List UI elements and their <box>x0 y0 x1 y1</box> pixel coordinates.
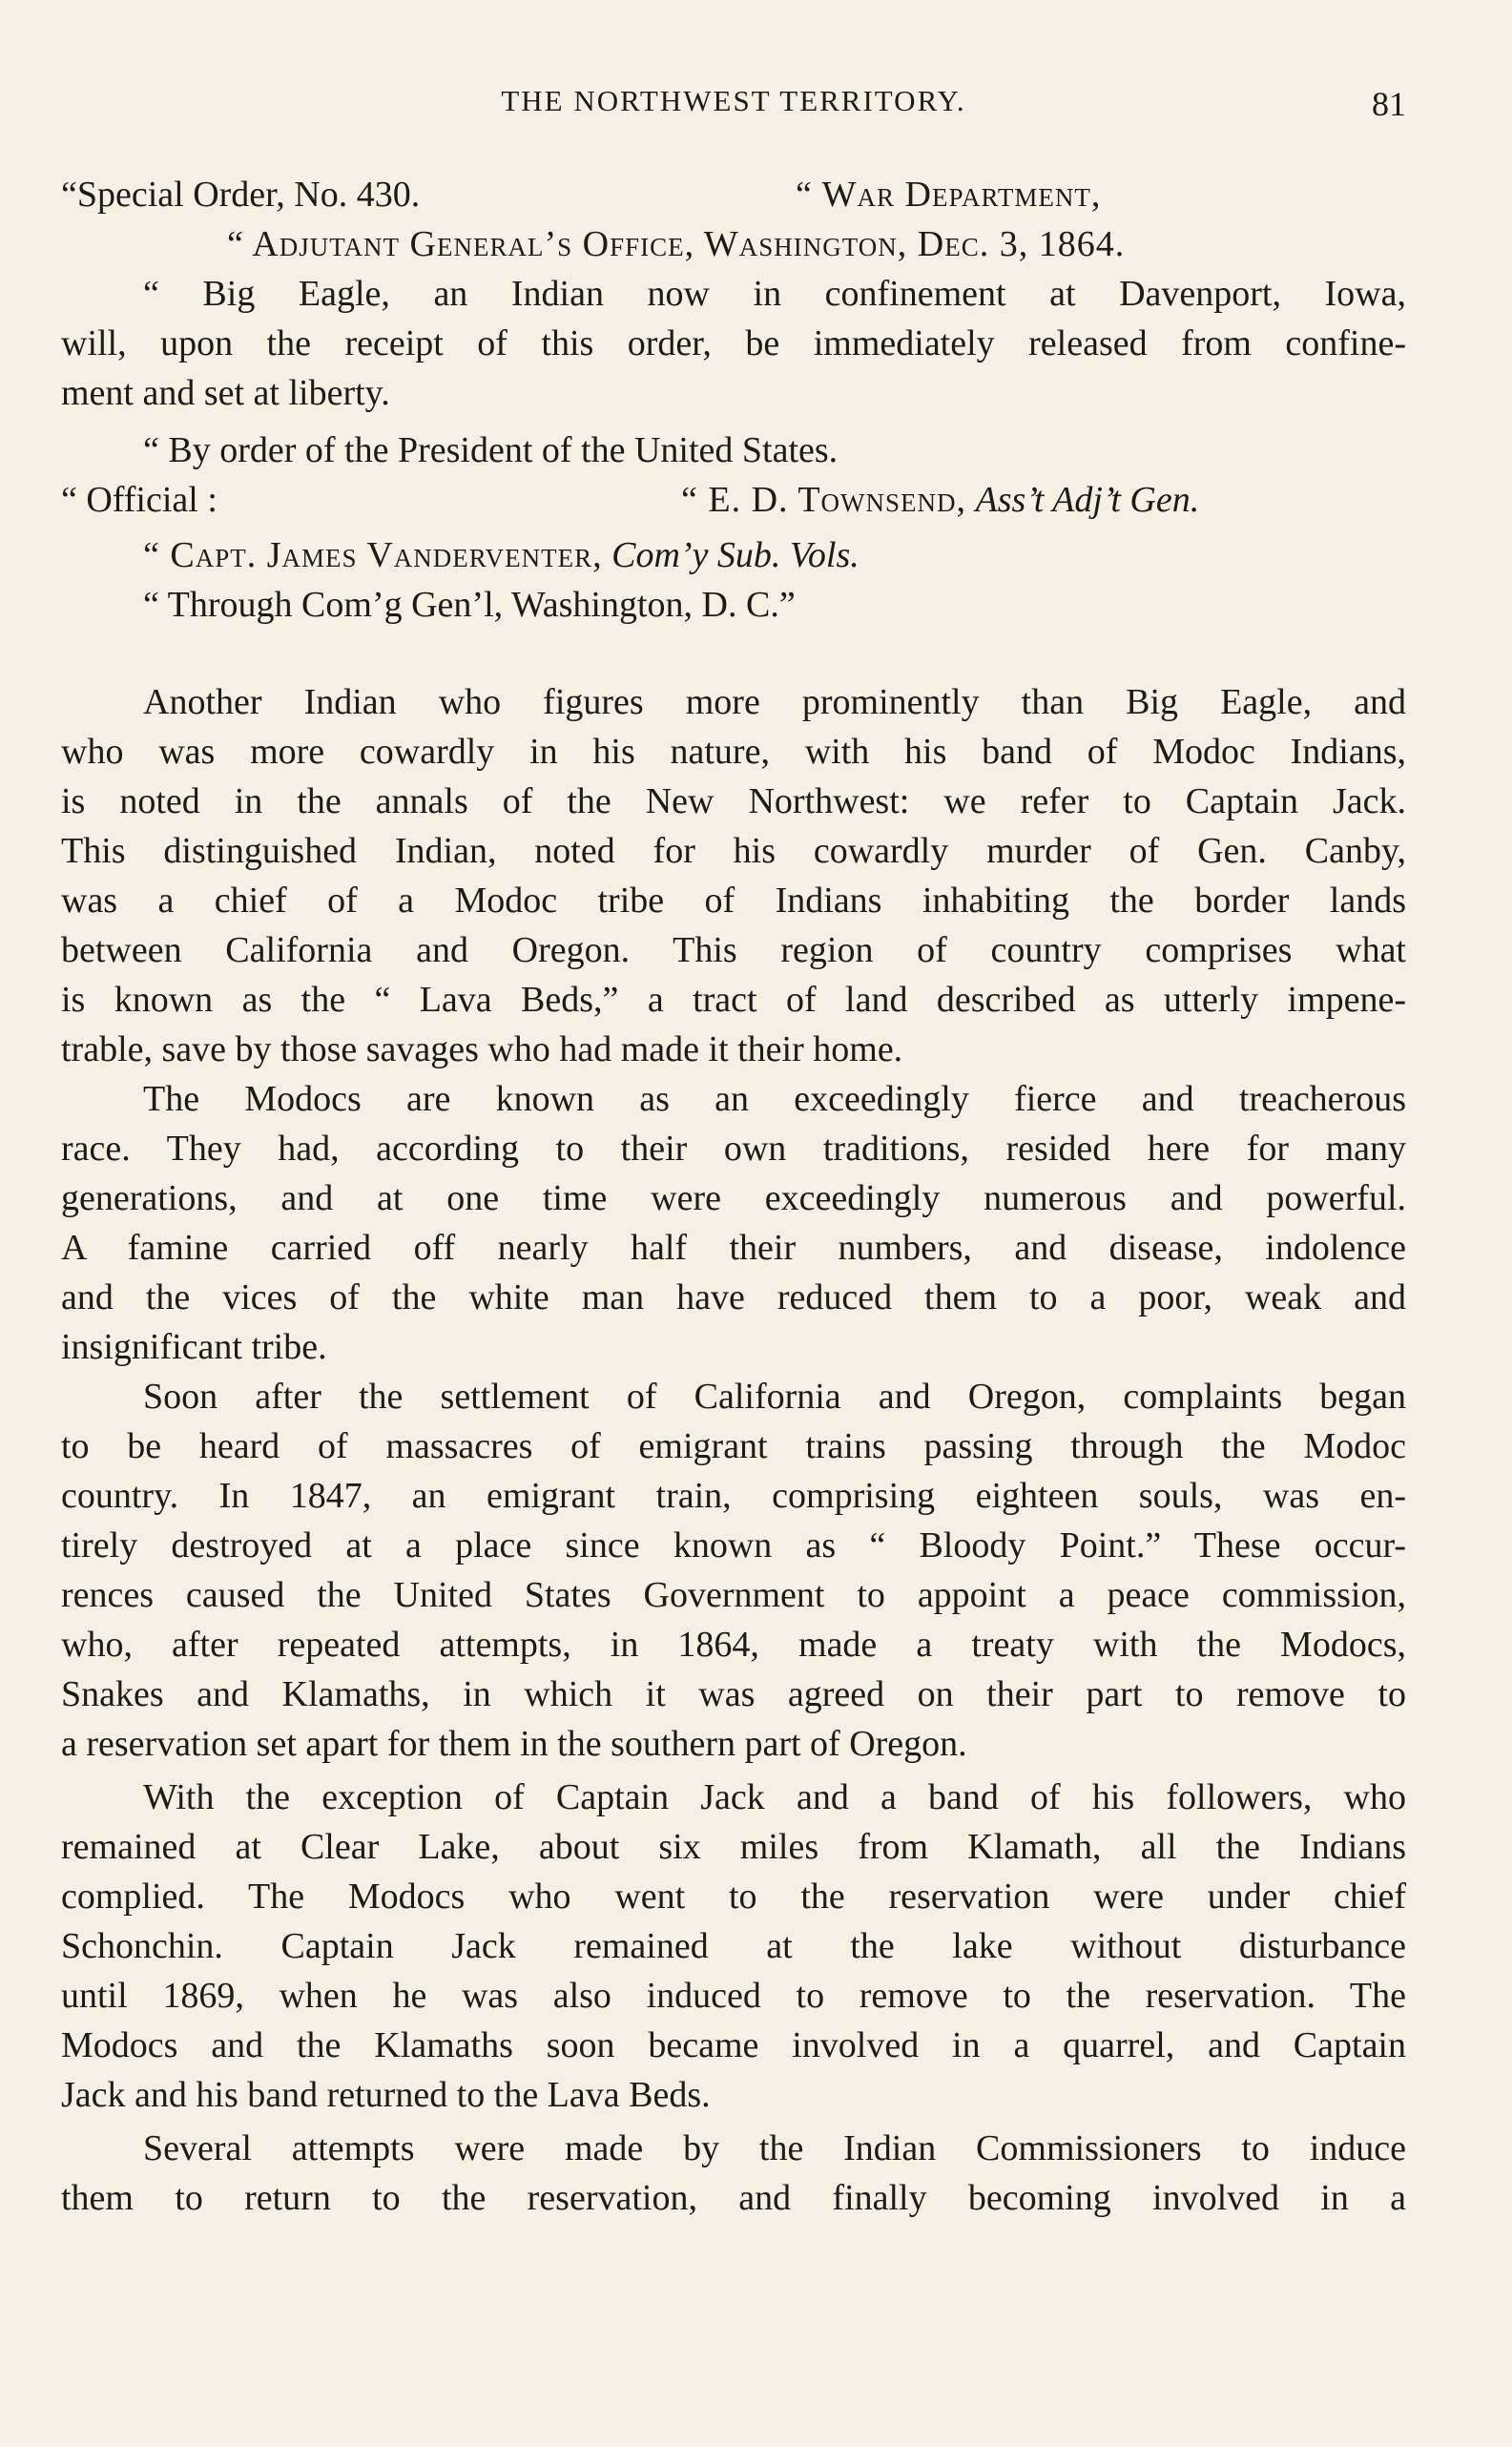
order-official-line <box>61 475 1406 525</box>
paragraph-1-line-8: trable, save by those savages who had made it their home. <box>61 1029 903 1069</box>
order-body-line-3: ment and set at liberty. <box>61 373 390 413</box>
order-signature <box>681 475 1199 525</box>
paragraph-4-line-6: Modocs and the Klamaths soon became involved in a quarrel, and Captain <box>61 2025 1406 2065</box>
paragraph-1-line-2: who was more cowardly in his nature, with his band of Modoc Indians, <box>61 732 1406 772</box>
paragraph-1-line-6: between California and Oregon. This region of country comprises what <box>61 930 1406 970</box>
order-heading-line <box>61 170 1406 219</box>
order-by-order: “ By order of the President of the United States. <box>143 430 839 470</box>
paragraph-3-line-2: to be heard of massacres of emigrant trains passing through the Modoc <box>61 1426 1406 1466</box>
paragraph-4-line-5: until 1869, when he was also induced to remove to the reservation. The <box>61 1976 1406 2016</box>
paragraph-3-line-6: who, after repeated attempts, in 1864, made a treaty with the Modocs, <box>61 1625 1406 1665</box>
paragraph-3-line-4: tirely destroyed at a place since known as “ Bloody Point.” These occur- <box>61 1525 1406 1566</box>
order-number: “Special Order, No. 430. <box>61 175 421 215</box>
order-department: “ War Department, <box>796 175 1102 215</box>
paragraph-4-line-4: Schonchin. Captain Jack remained at the lake without disturbance <box>61 1926 1406 1966</box>
paragraph-2-line-2: race. They had, according to their own traditions, resided here for many <box>61 1129 1406 1169</box>
running-head-title: THE NORTHWEST TERRITORY. <box>501 84 966 117</box>
paragraph-3-line-7: Snakes and Klamaths, in which it was agreed on their part to remove to <box>61 1674 1406 1714</box>
order-recipient-line <box>143 530 1406 580</box>
paragraph-3-line-8: a reservation set apart for them in the southern part of Oregon. <box>61 1724 967 1764</box>
paragraph-5-line-2: them to return to the reservation, and finally becoming involved in a <box>61 2178 1406 2218</box>
paragraph-3-line-3: country. In 1847, an emigrant train, comprising eighteen souls, was en- <box>61 1476 1406 1516</box>
paragraph-2-line-1: The Modocs are known as an exceedingly fierce and treacherous <box>143 1079 1406 1119</box>
paragraph-4-line-7: Jack and his band returned to the Lava Beds. <box>61 2075 711 2115</box>
order-office-line: “ Adjutant General’s Office, Washington, Dec. 3, 1864. <box>227 224 1126 264</box>
paragraph-2-line-3: generations, and at one time were exceedingly numerous and powerful. <box>61 1178 1406 1218</box>
paragraph-1-line-4: This distinguished Indian, noted for his cowardly murder of Gen. Canby, <box>61 831 1406 871</box>
paragraph-5-line-1: Several attempts were made by the Indian Commissioners to induce <box>143 2128 1406 2168</box>
paragraph-1-line-1: Another Indian who figures more prominently than Big Eagle, and <box>143 682 1406 722</box>
paragraph-1-line-5: was a chief of a Modoc tribe of Indians inhabiting the border lands <box>61 881 1406 921</box>
paragraph-3-line-5: rences caused the United States Government to appoint a peace commission, <box>61 1575 1406 1615</box>
page-number: 81 <box>1372 85 1406 123</box>
order-signatory-title: Ass’t Adj’t Gen. <box>975 480 1200 520</box>
order-body-line-1: “ Big Eagle, an Indian now in confinement at Davenport, Iowa, <box>143 274 1406 314</box>
running-head <box>61 84 1406 130</box>
paragraph-1-line-3: is noted in the annals of the New Northwest: we refer to Captain Jack. <box>61 781 1406 821</box>
order-through: “ Through Com’g Gen’l, Washington, D. C.” <box>143 585 796 625</box>
paragraph-2-line-6: insignificant tribe. <box>61 1327 327 1367</box>
book-page <box>61 0 1406 2447</box>
order-official-label: “ Official : <box>61 480 217 520</box>
order-recipient-title: Com’y Sub. Vols. <box>611 535 860 575</box>
paragraph-4-line-2: remained at Clear Lake, about six miles from Klamath, all the Indians <box>61 1827 1406 1867</box>
order-signatory: “ E. D. Townsend, <box>681 480 967 520</box>
paragraph-1-line-7: is known as the “ Lava Beds,” a tract of land described as utterly impene- <box>61 980 1406 1020</box>
order-recipient: “ Capt. James Vanderventer, <box>143 535 603 575</box>
paragraph-2-line-5: and the vices of the white man have reduced them to a poor, weak and <box>61 1277 1406 1317</box>
paragraph-4-line-1: With the exception of Captain Jack and a band of his followers, who <box>143 1777 1406 1817</box>
paragraph-4-line-3: complied. The Modocs who went to the reservation were under chief <box>61 1877 1406 1917</box>
order-body-line-2: will, upon the receipt of this order, be immediately released from confine- <box>61 323 1406 363</box>
paragraph-2-line-4: A famine carried off nearly half their numbers, and disease, indolence <box>61 1228 1406 1268</box>
paragraph-3-line-1: Soon after the settlement of California and Oregon, complaints began <box>143 1377 1406 1417</box>
